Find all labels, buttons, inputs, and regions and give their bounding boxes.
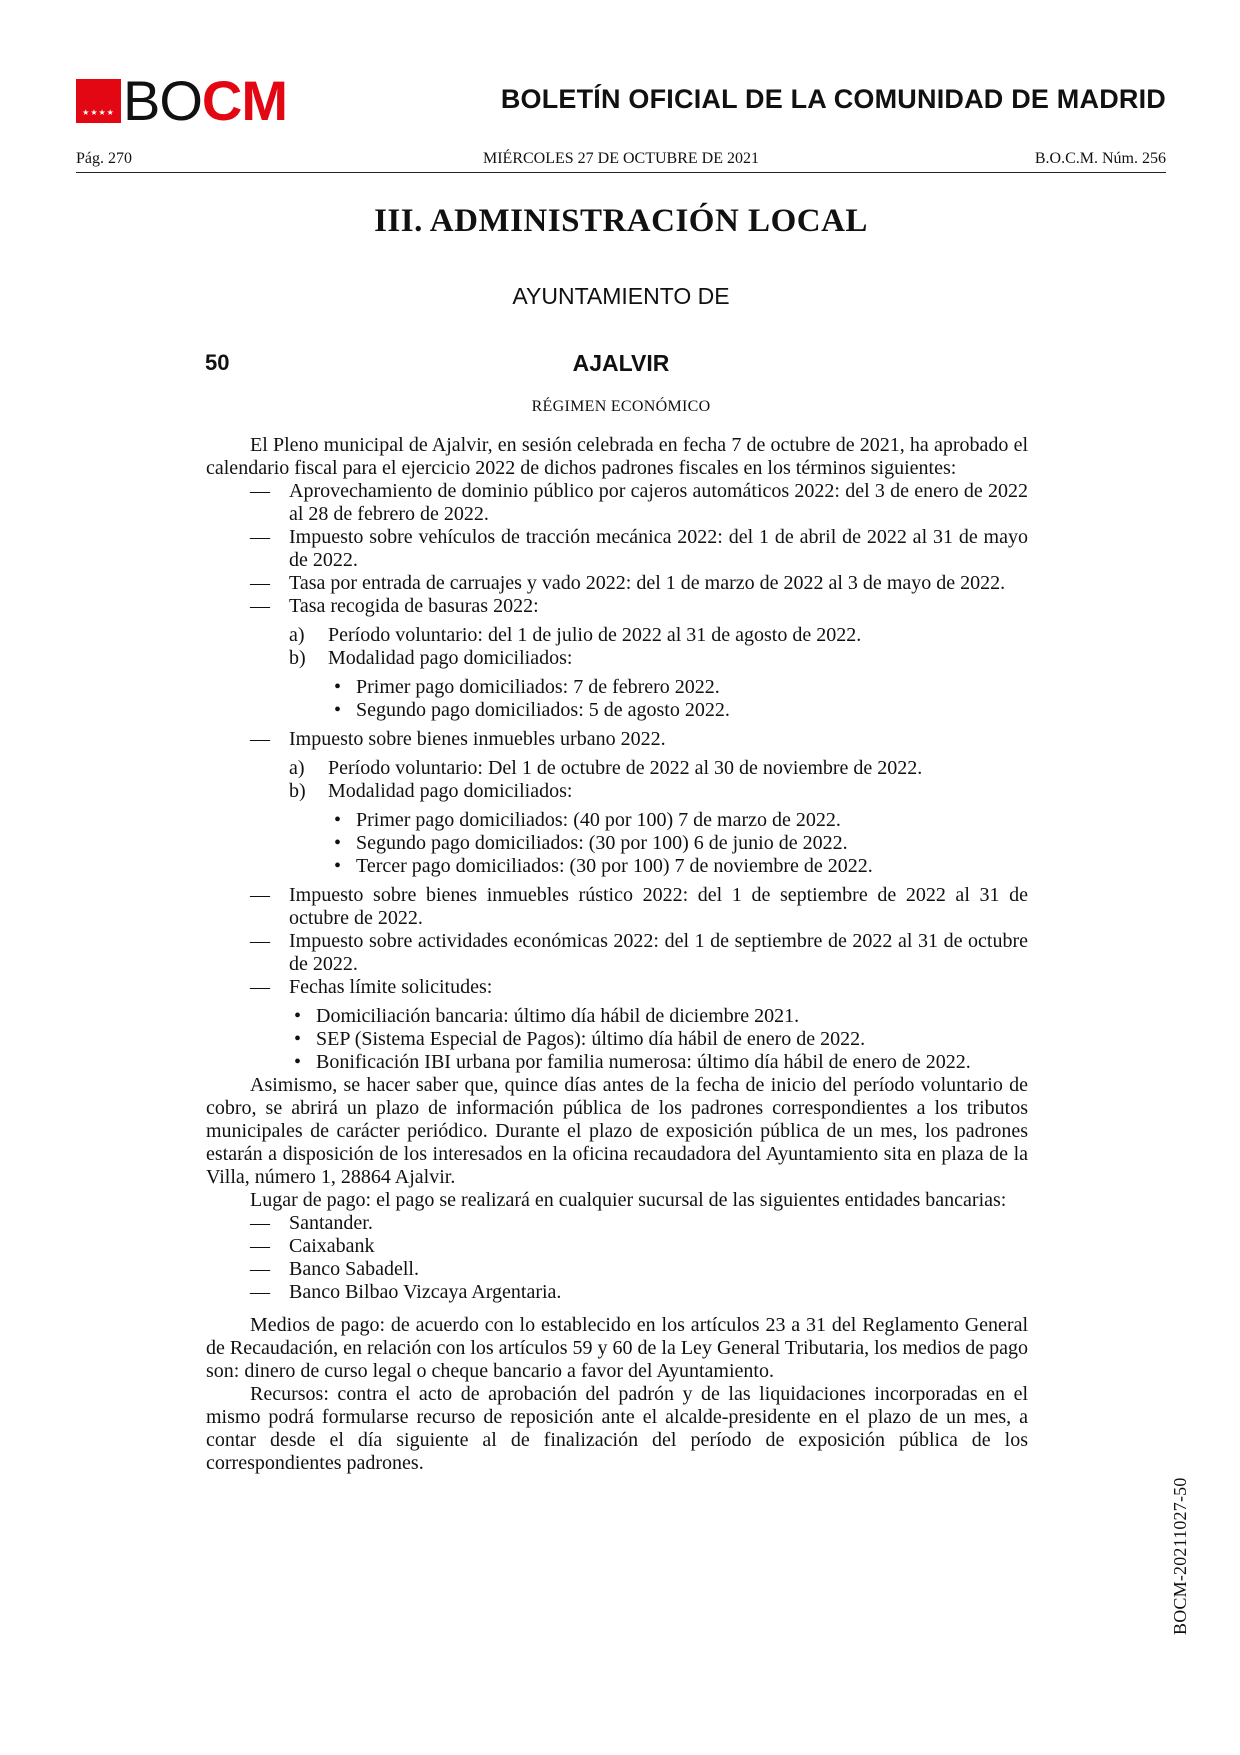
document-body (206, 434, 1028, 1475)
sub-item-label: b) (289, 647, 306, 669)
bullet-item: • Bonificación IBI urbana por familia numerosa: último día hábil de enero de 2022. (206, 1051, 1028, 1074)
ayuntamiento-heading: AYUNTAMIENTO DE (512, 283, 730, 309)
bullet-item: • Segundo pago domiciliados: 5 de agosto 2022. (206, 699, 1028, 722)
entry-number: 50 (205, 350, 230, 375)
bank-item: — Banco Sabadell. (206, 1258, 1028, 1281)
logo-text-bo: BO (123, 69, 202, 132)
list-item: — Impuesto sobre actividades económicas 2022: del 1 de septiembre de 2022 al 31 de octubre de 2022. (206, 930, 1028, 976)
logo-wordmark (123, 69, 288, 132)
bank-item: — Santander. (206, 1212, 1028, 1235)
page-meta-bar (76, 150, 1166, 173)
list-item: — Impuesto sobre vehículos de tracción mecánica 2022: del 1 de abril de 2022 al 31 de mayo de 2022. (206, 526, 1028, 572)
list-item: — Tasa recogida de basuras 2022: (206, 595, 1028, 618)
bullet-item: • Domiciliación bancaria: último día hábil de diciembre 2021. (206, 1005, 1028, 1028)
sub-item-label: b) (289, 780, 306, 802)
issue-number: B.O.C.M. Núm. 256 (1034, 150, 1166, 167)
sub-item (206, 757, 1028, 780)
sub-item-text: Período voluntario: Del 1 de octubre de 2022 al 30 de noviembre de 2022. (328, 757, 923, 779)
bullet-item: • SEP (Sistema Especial de Pagos): último día hábil de enero de 2022. (206, 1028, 1028, 1051)
sub-item-label: a) (289, 624, 305, 646)
sub-item-label: a) (289, 757, 305, 779)
list-item: — Aprovechamiento de dominio público por cajeros automáticos 2022: del 3 de enero de 2022 al 28 de febrero de 2022. (206, 480, 1028, 526)
sub-item-text: Modalidad pago domiciliados: (328, 780, 573, 802)
bullet-item: • Segundo pago domiciliados: (30 por 100) 6 de junio de 2022. (206, 832, 1028, 855)
town-name: AJALVIR (572, 350, 670, 376)
madrid-flag-icon (76, 79, 121, 123)
bullet-item: • Primer pago domiciliados: 7 de febrero 2022. (206, 676, 1028, 699)
sub-item (206, 647, 1028, 670)
lugar-paragraph: Lugar de pago: el pago se realizará en cualquier sucursal de las siguientes entidades bancarias: (250, 1189, 1007, 1211)
sub-item (206, 624, 1028, 647)
page-header (76, 69, 1166, 132)
bullet-item: • Tercer pago domiciliados: (30 por 100) 7 de noviembre de 2022. (206, 855, 1028, 878)
logo-stars: ★★★★ (82, 108, 115, 117)
subject-heading: RÉGIMEN ECONÓMICO (531, 398, 711, 415)
list-item: — Impuesto sobre bienes inmuebles urbano 2022. (206, 728, 1028, 751)
logo-text-cm: CM (201, 69, 288, 132)
list-item: — Fechas límite solicitudes: (206, 976, 1028, 999)
bank-item: — Banco Bilbao Vizcaya Argentaria. (206, 1281, 1028, 1304)
section-title: III. ADMINISTRACIÓN LOCAL (374, 203, 868, 239)
page-number: Pág. 270 (76, 150, 132, 167)
publication-date: MIÉRCOLES 27 DE OCTUBRE DE 2021 (483, 150, 759, 167)
intro-paragraph: El Pleno municipal de Ajalvir, en sesión celebrada en fecha 7 de octubre de 2021, ha aprobado el calendario fiscal para el ejercicio 2022 de dichos padrones fiscales en los términos siguientes: (206, 434, 1028, 479)
recursos-paragraph: Recursos: contra el acto de aprobación del padrón y de las liquidaciones incorporadas en el mismo podrá formularse recurso de reposición ante el alcalde-presidente en el plazo de un mes, a contar desde el día siguiente al de finalización del período de exposición pública de los correspondientes padrones. (206, 1383, 1028, 1474)
list-item: — Impuesto sobre bienes inmuebles rústico 2022: del 1 de septiembre de 2022 al 31 de octubre de 2022. (206, 884, 1028, 930)
document-code: BOCM-20211027-50 (1170, 1477, 1190, 1635)
bocm-logo (76, 69, 288, 132)
sub-item-text: Modalidad pago domiciliados: (328, 647, 573, 669)
bank-item: — Caixabank (206, 1235, 1028, 1258)
sub-item-text: Período voluntario: del 1 de julio de 2022 al 31 de agosto de 2022. (328, 624, 862, 646)
masthead-title: BOLETÍN OFICIAL DE LA COMUNIDAD DE MADRID (500, 84, 1166, 114)
sub-item (206, 780, 1028, 803)
bullet-item: • Primer pago domiciliados: (40 por 100) 7 de marzo de 2022. (206, 809, 1028, 832)
list-item: — Tasa por entrada de carruajes y vado 2022: del 1 de marzo de 2022 al 3 de mayo de 2022. (206, 572, 1028, 595)
asimismo-paragraph: Asimismo, se hacer saber que, quince días antes de la fecha de inicio del período voluntario de cobro, se abrirá un plazo de información pública de los padrones correspondientes a los tributos municipales de carácter periódico. Durante el plazo de exposición pública de un mes, los padrones estarán a disposición de los interesados en la oficina recaudadora del Ayuntamiento sita en plaza de la Villa, número 1, 28864 Ajalvir. (206, 1074, 1028, 1188)
medios-paragraph: Medios de pago: de acuerdo con lo establecido en los artículos 23 a 31 del Reglamento General de Recaudación, en relación con los artículos 59 y 60 de la Ley General Tributaria, los medios de pago son: dinero de curso legal o cheque bancario a favor del Ayuntamiento. (206, 1314, 1028, 1382)
